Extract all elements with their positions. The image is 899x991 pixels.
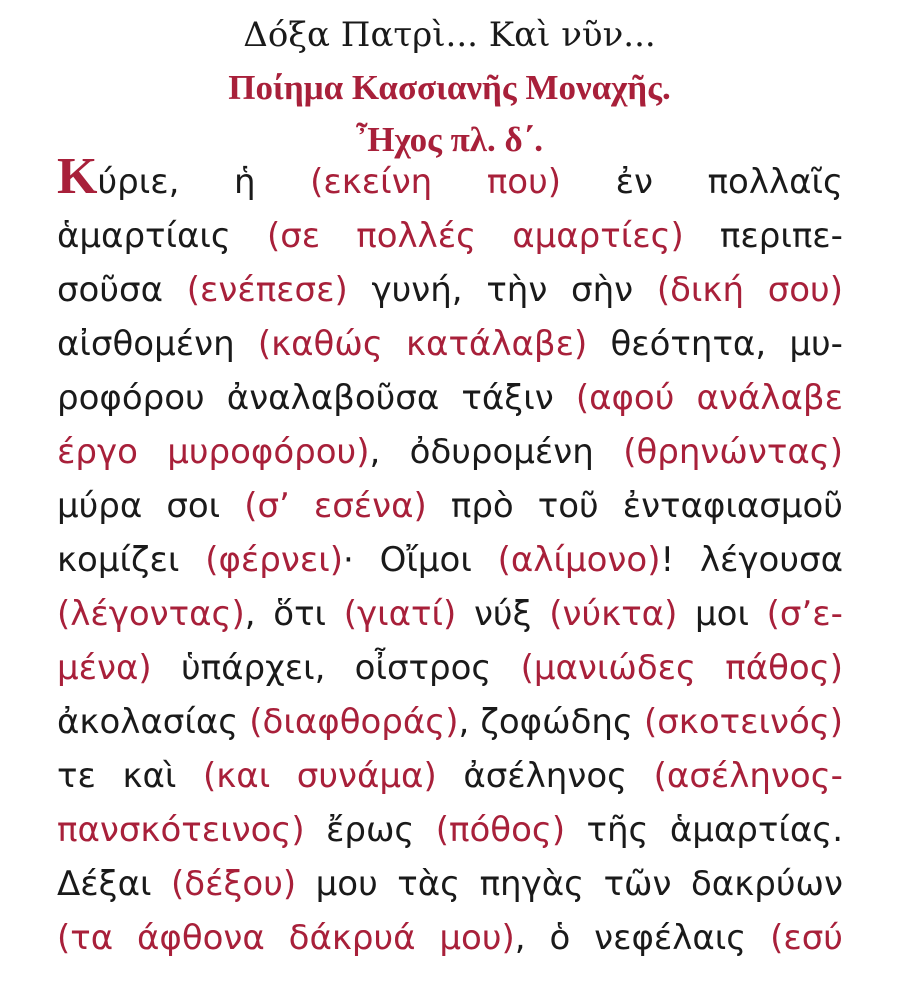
word bbox=[289, 911, 416, 965]
original-word: τάξιν bbox=[461, 378, 554, 418]
original-word: ζοφώδης bbox=[480, 702, 633, 742]
hymn-line bbox=[57, 209, 843, 263]
hymn-line bbox=[57, 479, 843, 533]
modern-translation-word: (σ’ bbox=[244, 486, 290, 526]
original-word: ὁ bbox=[549, 918, 571, 958]
word bbox=[700, 533, 843, 587]
original-word: μου bbox=[315, 864, 378, 904]
word bbox=[316, 857, 378, 911]
word bbox=[171, 857, 296, 911]
original-word: , bbox=[369, 432, 381, 472]
modern-translation-word: (διαφθοράς) bbox=[249, 702, 459, 742]
original-word: ροφόρου bbox=[57, 378, 205, 418]
word bbox=[57, 587, 256, 641]
word bbox=[371, 263, 462, 317]
word bbox=[406, 317, 587, 371]
original-word: λέγουσα bbox=[699, 540, 843, 580]
word bbox=[549, 911, 570, 965]
original-word: πολλαῖς bbox=[707, 162, 843, 202]
tone-label: Ἦχος πλ. δ΄. bbox=[355, 120, 544, 159]
original-word: ύριε, bbox=[97, 162, 180, 202]
original-word: νύξ bbox=[473, 594, 532, 634]
word bbox=[498, 533, 674, 587]
hymn-line bbox=[57, 317, 843, 371]
word bbox=[451, 479, 514, 533]
word bbox=[137, 911, 265, 965]
original-word: ἁμαρτίαις bbox=[57, 216, 231, 256]
word bbox=[410, 425, 594, 479]
word bbox=[594, 911, 746, 965]
hymn-line bbox=[57, 857, 843, 911]
word bbox=[122, 749, 176, 803]
word bbox=[57, 803, 305, 857]
word bbox=[691, 857, 843, 911]
word bbox=[57, 857, 152, 911]
word bbox=[297, 749, 437, 803]
word bbox=[708, 155, 843, 209]
word bbox=[480, 857, 585, 911]
original-word: οἶστρος bbox=[354, 648, 492, 688]
word bbox=[654, 749, 843, 803]
word bbox=[57, 317, 235, 371]
word bbox=[314, 479, 427, 533]
word bbox=[203, 749, 270, 803]
modern-translation-word: (δέξου) bbox=[171, 864, 297, 904]
original-word: μύρα bbox=[57, 486, 143, 526]
original-word: ! bbox=[660, 540, 675, 580]
original-word: ἐν bbox=[615, 162, 653, 202]
modern-translation-word: συνάμα) bbox=[296, 756, 437, 796]
original-word: τῶν bbox=[603, 864, 672, 904]
modern-translation-word: μυροφόρου) bbox=[167, 432, 370, 472]
original-word: πρὸ bbox=[450, 486, 514, 526]
modern-translation-word: (σ’ε- bbox=[766, 594, 843, 634]
word bbox=[463, 749, 627, 803]
word bbox=[610, 317, 766, 371]
word bbox=[57, 479, 142, 533]
word bbox=[57, 749, 96, 803]
word bbox=[768, 263, 843, 317]
word bbox=[249, 695, 469, 749]
word bbox=[326, 803, 414, 857]
modern-translation-word: σου) bbox=[767, 270, 843, 310]
original-word: ἀσέληνος bbox=[463, 756, 628, 796]
word bbox=[670, 803, 843, 857]
word bbox=[521, 641, 696, 695]
hymn-line bbox=[57, 803, 843, 857]
word bbox=[57, 641, 152, 695]
word bbox=[576, 371, 675, 425]
modern-translation-word: (θρηνώντας) bbox=[623, 432, 843, 472]
modern-translation-word: (εκείνη bbox=[310, 162, 433, 202]
original-word: θεότητα, bbox=[610, 324, 767, 364]
word bbox=[623, 479, 843, 533]
word bbox=[397, 857, 460, 911]
modern-translation-word: (φέρνει) bbox=[205, 540, 343, 580]
word bbox=[436, 803, 565, 857]
modern-translation-word: (εσύ bbox=[770, 918, 843, 958]
word bbox=[474, 587, 532, 641]
word bbox=[767, 587, 843, 641]
modern-translation-word: κατάλαβε) bbox=[406, 324, 588, 364]
word bbox=[57, 263, 163, 317]
original-word: μυ- bbox=[789, 324, 843, 364]
original-word: αἰσθομένη bbox=[57, 324, 235, 364]
modern-translation-word: έργο bbox=[57, 432, 138, 472]
hymn-line bbox=[57, 148, 843, 209]
hymn-line bbox=[57, 425, 843, 479]
modern-translation-word: μένα) bbox=[57, 648, 152, 688]
word bbox=[167, 425, 380, 479]
modern-translation-word: (μανιώδες bbox=[520, 648, 696, 688]
original-word: , bbox=[244, 594, 256, 634]
modern-translation-word: (αφού bbox=[575, 378, 675, 418]
modern-translation-word: (και bbox=[202, 756, 271, 796]
word bbox=[380, 533, 472, 587]
drop-cap-initial: Κ bbox=[57, 148, 98, 205]
word bbox=[57, 371, 205, 425]
original-word: ἁμαρτίας. bbox=[669, 810, 843, 850]
word bbox=[512, 209, 684, 263]
word bbox=[604, 857, 672, 911]
word bbox=[205, 533, 354, 587]
modern-translation-word: ανάλαβε bbox=[696, 378, 843, 418]
original-word: σοι bbox=[166, 486, 221, 526]
word bbox=[770, 911, 843, 965]
word bbox=[57, 533, 179, 587]
word bbox=[725, 641, 843, 695]
hymn-line bbox=[57, 587, 843, 641]
modern-translation-word: πανσκότεινος) bbox=[57, 810, 305, 850]
original-word: καὶ bbox=[122, 756, 177, 796]
word bbox=[187, 263, 348, 317]
original-word: κομίζει bbox=[57, 540, 180, 580]
doxa-heading: Δόξα Πατρὶ... Καὶ νῦν... bbox=[243, 15, 656, 55]
modern-translation-word: (καθώς bbox=[257, 324, 383, 364]
hymn-line bbox=[57, 695, 843, 749]
word bbox=[695, 587, 749, 641]
word bbox=[234, 155, 256, 209]
original-word: ἐνταφιασμοῦ bbox=[622, 486, 843, 526]
word bbox=[486, 263, 547, 317]
word bbox=[344, 587, 457, 641]
hymn-line bbox=[57, 533, 843, 587]
modern-translation-word: αμαρτίες) bbox=[512, 216, 684, 256]
hymn-line bbox=[57, 641, 843, 695]
word bbox=[356, 209, 476, 263]
original-word: Δέξαι bbox=[57, 864, 152, 904]
word bbox=[720, 209, 843, 263]
original-word: σὴν bbox=[571, 270, 634, 310]
original-word: , bbox=[514, 918, 526, 958]
word bbox=[244, 479, 290, 533]
original-word: τοῦ bbox=[537, 486, 599, 526]
modern-translation-word: (ενέπεσε) bbox=[186, 270, 348, 310]
original-word: ἀκολασίας bbox=[57, 702, 239, 742]
modern-translation-word: πολλές bbox=[356, 216, 477, 256]
modern-translation-word: (νύκτα) bbox=[549, 594, 678, 634]
original-word: τὴν bbox=[486, 270, 548, 310]
word bbox=[227, 371, 439, 425]
modern-translation-word: (λέγοντας) bbox=[57, 594, 245, 634]
word bbox=[439, 911, 525, 965]
hymn-line bbox=[57, 263, 843, 317]
word bbox=[57, 425, 138, 479]
word bbox=[586, 803, 648, 857]
word bbox=[267, 209, 320, 263]
word bbox=[166, 479, 220, 533]
word bbox=[57, 148, 180, 209]
modern-translation-word: (αλίμονο) bbox=[497, 540, 661, 580]
word bbox=[487, 155, 561, 209]
word bbox=[538, 479, 599, 533]
modern-translation-word: (γιατί) bbox=[343, 594, 457, 634]
word bbox=[310, 155, 432, 209]
original-word: νεφέλαις bbox=[594, 918, 747, 958]
original-word: τῆς bbox=[586, 810, 649, 850]
word bbox=[697, 371, 843, 425]
poem-title: Ποίημα Κασσιανῆς Μοναχῆς. bbox=[228, 68, 671, 107]
original-word: ἔρως bbox=[326, 810, 415, 850]
original-word: · bbox=[342, 540, 354, 580]
word bbox=[616, 155, 653, 209]
modern-translation-word: (σε bbox=[266, 216, 321, 256]
original-word: τε bbox=[57, 756, 96, 796]
word bbox=[461, 371, 553, 425]
original-word: τὰς bbox=[397, 864, 461, 904]
modern-translation-word: μου) bbox=[439, 918, 515, 958]
word bbox=[571, 263, 633, 317]
word bbox=[57, 209, 231, 263]
original-word: ἀναλαβοῦσα bbox=[226, 378, 440, 418]
original-word: σοῦσα bbox=[57, 270, 163, 310]
word bbox=[549, 587, 677, 641]
original-word: ὑπάρχει, bbox=[180, 648, 326, 688]
word bbox=[181, 641, 325, 695]
modern-translation-word: εσένα) bbox=[313, 486, 427, 526]
word bbox=[57, 695, 238, 749]
hymn-line bbox=[57, 371, 843, 425]
modern-translation-word: πάθος) bbox=[725, 648, 843, 688]
modern-translation-word: (τα bbox=[57, 918, 114, 958]
original-word: Οἴμοι bbox=[379, 540, 472, 580]
hymn-line bbox=[57, 911, 843, 965]
word bbox=[657, 263, 744, 317]
modern-translation-word: (σκοτεινός) bbox=[643, 702, 843, 742]
modern-translation-word: που) bbox=[486, 162, 562, 202]
original-word: μοι bbox=[695, 594, 749, 634]
modern-translation-word: (ασέληνος- bbox=[653, 756, 843, 796]
original-word: δακρύων bbox=[690, 864, 843, 904]
modern-translation-word: δάκρυά bbox=[288, 918, 416, 958]
original-word: πηγὰς bbox=[479, 864, 585, 904]
original-word: ὅτι bbox=[273, 594, 327, 634]
modern-translation-word: (δική bbox=[656, 270, 744, 310]
original-word: γυνή, bbox=[371, 270, 463, 310]
original-word: περιπε- bbox=[719, 216, 843, 256]
word bbox=[258, 317, 383, 371]
modern-translation-word: (πόθος) bbox=[435, 810, 566, 850]
modern-translation-word: άφθονα bbox=[136, 918, 265, 958]
word bbox=[480, 695, 633, 749]
hymn-line bbox=[57, 749, 843, 803]
original-word: ἡ bbox=[233, 162, 256, 202]
original-word: ὀδυρομένη bbox=[409, 432, 594, 472]
original-word: , bbox=[458, 702, 470, 742]
word bbox=[789, 317, 843, 371]
word bbox=[644, 695, 843, 749]
word bbox=[57, 911, 113, 965]
word bbox=[273, 587, 326, 641]
word bbox=[355, 641, 492, 695]
word bbox=[623, 425, 843, 479]
